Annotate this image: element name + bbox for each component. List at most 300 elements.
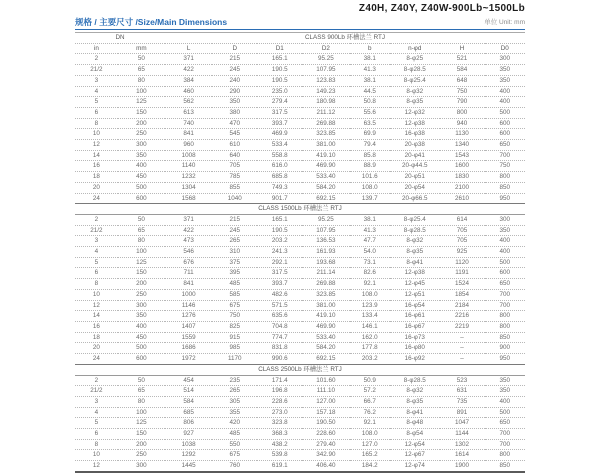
table-cell: 1191 xyxy=(440,268,485,279)
table-row xyxy=(75,236,525,247)
table-cell: 190.50 xyxy=(302,418,349,429)
table-cell: 8-φ25.4 xyxy=(390,214,440,225)
table-cell: 8 xyxy=(75,118,118,129)
table-cell: 850 xyxy=(485,332,526,343)
table-cell: 8-φ25.4 xyxy=(390,75,440,86)
table-cell: 400 xyxy=(485,86,526,97)
table-row xyxy=(75,332,525,343)
table-cell: 571.5 xyxy=(257,300,302,311)
table-cell: 95.25 xyxy=(302,54,349,65)
table-cell: 245 xyxy=(212,225,257,236)
table-row xyxy=(75,129,525,140)
table-cell: 20 xyxy=(75,343,118,354)
table-cell: 8-φ48 xyxy=(390,418,440,429)
table-row xyxy=(75,396,525,407)
table-cell: 855 xyxy=(212,182,257,193)
table-cell: 371 xyxy=(165,214,212,225)
table-cell: 419.10 xyxy=(302,150,349,161)
table-cell: 211.12 xyxy=(302,107,349,118)
table-cell: 950 xyxy=(485,193,526,204)
table-cell: 8-φ28.5 xyxy=(390,375,440,386)
table-cell: 125 xyxy=(118,97,165,108)
table-cell: 127.0 xyxy=(350,439,391,450)
table-cell: 12-φ38 xyxy=(390,268,440,279)
table-cell: 790 xyxy=(440,97,485,108)
table-row xyxy=(75,54,525,65)
table-cell: 1686 xyxy=(165,343,212,354)
table-cell: 38.1 xyxy=(350,54,391,65)
table-cell: 228.60 xyxy=(302,429,349,440)
table-cell: 514 xyxy=(165,386,212,397)
table-cell: 841 xyxy=(165,279,212,290)
table-row xyxy=(75,289,525,300)
table-cell: 990.6 xyxy=(257,354,302,365)
table-cell: 95.25 xyxy=(302,214,349,225)
table-row xyxy=(75,268,525,279)
table-row xyxy=(75,450,525,461)
column-header-cell: mm xyxy=(118,43,165,54)
table-cell: 1140 xyxy=(165,161,212,172)
table-cell: 584.20 xyxy=(302,182,349,193)
table-cell: 4 xyxy=(75,86,118,97)
table-cell: 375 xyxy=(212,257,257,268)
table-cell: 901.7 xyxy=(257,193,302,204)
column-header-cell: D xyxy=(212,43,257,54)
table-cell: 350 xyxy=(212,97,257,108)
table-cell: 5 xyxy=(75,418,118,429)
table-cell: 193.68 xyxy=(302,257,349,268)
table-cell: 925 xyxy=(440,247,485,258)
table-cell: 41.3 xyxy=(350,65,391,76)
table-cell: 8-φ28.5 xyxy=(390,225,440,236)
table-cell: 80 xyxy=(118,75,165,86)
table-cell: 1232 xyxy=(165,172,212,183)
table-cell: 562 xyxy=(165,97,212,108)
table-cell: 692.15 xyxy=(302,354,349,365)
table-cell: 111.10 xyxy=(302,386,349,397)
table-cell: 500 xyxy=(485,407,526,418)
table-cell: 8-φ41 xyxy=(390,407,440,418)
table-cell: 891 xyxy=(440,407,485,418)
table-cell: 533.4 xyxy=(257,140,302,151)
table-cell: 1854 xyxy=(440,289,485,300)
table-cell: 711 xyxy=(165,268,212,279)
table-cell: 700 xyxy=(485,439,526,450)
table-cell: 470 xyxy=(212,118,257,129)
table-cell: 6 xyxy=(75,268,118,279)
table-cell: 16-φ38 xyxy=(390,129,440,140)
column-header-cell: D1 xyxy=(257,43,302,54)
table-cell: 12 xyxy=(75,461,118,472)
table-cell: 240 xyxy=(212,75,257,86)
table-cell: 1407 xyxy=(165,321,212,332)
table-row xyxy=(75,140,525,151)
product-title: Z40H, Z40Y, Z40W-900Lb~1500Lb xyxy=(358,3,525,14)
table-cell: 584.20 xyxy=(302,343,349,354)
table-cell: 265 xyxy=(212,386,257,397)
table-cell: 8-φ32 xyxy=(390,386,440,397)
table-row xyxy=(75,247,525,258)
table-cell: 82.6 xyxy=(350,268,391,279)
table-cell: 92.1 xyxy=(350,418,391,429)
table-cell: 450 xyxy=(118,332,165,343)
table-cell: 8-φ25 xyxy=(390,54,440,65)
table-cell: 600 xyxy=(485,118,526,129)
table-cell: 774.7 xyxy=(257,332,302,343)
table-cell: 350 xyxy=(485,65,526,76)
table-cell: 177.8 xyxy=(350,343,391,354)
table-cell: 16-φ54 xyxy=(390,300,440,311)
table-cell: 785 xyxy=(212,172,257,183)
table-cell: 613 xyxy=(165,107,212,118)
table-cell: 241.3 xyxy=(257,247,302,258)
table-cell: 750 xyxy=(485,161,526,172)
table-cell: 12-φ67 xyxy=(390,450,440,461)
table-cell: 1304 xyxy=(165,182,212,193)
table-cell: 190.5 xyxy=(257,65,302,76)
table-cell: 800 xyxy=(485,172,526,183)
table-cell: 650 xyxy=(485,418,526,429)
table-row xyxy=(75,375,525,386)
table-cell: 235.0 xyxy=(257,86,302,97)
table-cell: 676 xyxy=(165,257,212,268)
dn-header-row xyxy=(75,33,525,44)
table-row xyxy=(75,257,525,268)
table-row xyxy=(75,439,525,450)
table-row xyxy=(75,193,525,204)
table-cell: 533.40 xyxy=(302,172,349,183)
table-cell: 16-φ92 xyxy=(390,354,440,365)
table-row xyxy=(75,354,525,365)
table-cell: 165.2 xyxy=(350,450,391,461)
table-cell: 20-φ51 xyxy=(390,172,440,183)
table-cell: 228.6 xyxy=(257,396,302,407)
table-cell: 100 xyxy=(118,247,165,258)
table-cell: 800 xyxy=(485,450,526,461)
table-row xyxy=(75,150,525,161)
table-row xyxy=(75,97,525,108)
table-cell: 675 xyxy=(212,450,257,461)
dimensions-table xyxy=(75,32,525,473)
table-cell: 12 xyxy=(75,140,118,151)
table-cell: 133.4 xyxy=(350,311,391,322)
table-row xyxy=(75,321,525,332)
table-cell: 1559 xyxy=(165,332,212,343)
table-cell: 8-φ54 xyxy=(390,429,440,440)
table-cell: 740 xyxy=(165,118,212,129)
table-cell: 469.90 xyxy=(302,161,349,172)
table-cell: 323.85 xyxy=(302,289,349,300)
table-cell: 1040 xyxy=(212,193,257,204)
table-cell: 619.1 xyxy=(257,461,302,472)
table-cell: 1445 xyxy=(165,461,212,472)
table-row xyxy=(75,172,525,183)
table-cell: 600 xyxy=(118,193,165,204)
table-cell: 125 xyxy=(118,418,165,429)
table-cell: 8-φ41 xyxy=(390,257,440,268)
table-cell: 1008 xyxy=(165,150,212,161)
table-cell: 215 xyxy=(212,54,257,65)
table-cell: 400 xyxy=(485,247,526,258)
table-cell: 705 xyxy=(212,161,257,172)
table-row xyxy=(75,461,525,472)
table-cell: 749.3 xyxy=(257,182,302,193)
table-cell: 21/2 xyxy=(75,386,118,397)
table-cell: 16-φ61 xyxy=(390,311,440,322)
table-cell: 317.5 xyxy=(257,268,302,279)
table-cell: 16-φ73 xyxy=(390,332,440,343)
table-cell: 12-φ74 xyxy=(390,461,440,472)
table-cell: 685.8 xyxy=(257,172,302,183)
table-cell: 20-φ38 xyxy=(390,140,440,151)
table-cell: 950 xyxy=(485,354,526,365)
table-cell: 12-φ38 xyxy=(390,118,440,129)
table-cell: 73.1 xyxy=(350,257,391,268)
table-row xyxy=(75,225,525,236)
table-cell: 200 xyxy=(118,439,165,450)
table-cell: 101.6 xyxy=(350,172,391,183)
table-cell: 38.1 xyxy=(350,75,391,86)
table-cell: 1292 xyxy=(165,450,212,461)
table-cell: 5 xyxy=(75,97,118,108)
table-cell: 76.2 xyxy=(350,407,391,418)
table-cell: 685 xyxy=(165,407,212,418)
table-cell: 279.40 xyxy=(302,439,349,450)
section-heading: 规格 / 主要尺寸 /Size/Main Dimensions xyxy=(75,17,228,27)
table-cell: 523 xyxy=(440,375,485,386)
table-cell: 279.4 xyxy=(257,97,302,108)
table-cell: 610 xyxy=(212,140,257,151)
table-cell: 203.2 xyxy=(350,354,391,365)
table-cell: 50.8 xyxy=(350,97,391,108)
column-header-cell: D0 xyxy=(485,43,526,54)
table-cell: 2 xyxy=(75,214,118,225)
table-cell: 2 xyxy=(75,54,118,65)
table-cell: 8 xyxy=(75,439,118,450)
table-cell: 1047 xyxy=(440,418,485,429)
table-cell: 350 xyxy=(485,386,526,397)
table-cell: 310 xyxy=(212,247,257,258)
table-cell: 54.0 xyxy=(350,247,391,258)
section-title-row xyxy=(75,364,525,375)
table-row xyxy=(75,86,525,97)
table-cell: 750 xyxy=(440,86,485,97)
table-cell: 20 xyxy=(75,182,118,193)
table-cell: 438.2 xyxy=(257,439,302,450)
table-cell: 180.98 xyxy=(302,97,349,108)
table-cell: 350 xyxy=(118,150,165,161)
table-cell: 675 xyxy=(212,300,257,311)
column-header-cell: L xyxy=(165,43,212,54)
table-cell: 614 xyxy=(440,214,485,225)
table-cell: 539.8 xyxy=(257,450,302,461)
table-cell: 300 xyxy=(485,54,526,65)
table-cell: 460 xyxy=(165,86,212,97)
table-cell: 16-φ80 xyxy=(390,343,440,354)
table-cell: 38.1 xyxy=(350,214,391,225)
table-cell: 150 xyxy=(118,429,165,440)
table-cell: 1600 xyxy=(440,161,485,172)
table-cell: 157.18 xyxy=(302,407,349,418)
table-cell: 24 xyxy=(75,193,118,204)
table-cell: 600 xyxy=(485,268,526,279)
table-cell: 92.1 xyxy=(350,279,391,290)
table-cell: 250 xyxy=(118,289,165,300)
table-cell: 1276 xyxy=(165,311,212,322)
table-cell: 12-φ51 xyxy=(390,289,440,300)
table-cell: 265 xyxy=(212,236,257,247)
table-cell: 850 xyxy=(485,461,526,472)
table-cell: 41.3 xyxy=(350,225,391,236)
table-cell: 44.5 xyxy=(350,86,391,97)
table-cell: 108.0 xyxy=(350,289,391,300)
table-cell: 650 xyxy=(485,140,526,151)
table-cell: 940 xyxy=(440,118,485,129)
table-cell: 6 xyxy=(75,107,118,118)
table-cell: 146.1 xyxy=(350,321,391,332)
table-cell: 482.6 xyxy=(257,289,302,300)
table-cell: 65 xyxy=(118,225,165,236)
table-cell: 65 xyxy=(118,386,165,397)
table-cell: 584 xyxy=(440,65,485,76)
table-cell: 381.00 xyxy=(302,140,349,151)
table-cell: 50 xyxy=(118,214,165,225)
table-cell: 800 xyxy=(485,321,526,332)
table-cell: 500 xyxy=(118,182,165,193)
table-cell: 20-φ44.5 xyxy=(390,161,440,172)
table-cell: – xyxy=(440,354,485,365)
table-cell: 14 xyxy=(75,311,118,322)
column-header-cell: H xyxy=(440,43,485,54)
table-cell: 161.93 xyxy=(302,247,349,258)
table-cell: 203.2 xyxy=(257,236,302,247)
section-title: CLASS 900Lb 环槽法兰 RTJ xyxy=(165,33,525,44)
table-cell: 107.95 xyxy=(302,65,349,76)
table-cell: 350 xyxy=(118,311,165,322)
table-cell: 355 xyxy=(212,407,257,418)
table-cell: 400 xyxy=(485,396,526,407)
table-cell: 162.0 xyxy=(350,332,391,343)
table-cell: 600 xyxy=(118,354,165,365)
table-row xyxy=(75,182,525,193)
table-cell: 323.8 xyxy=(257,418,302,429)
table-cell: 841 xyxy=(165,129,212,140)
table-cell: 300 xyxy=(485,214,526,225)
table-cell: 50 xyxy=(118,375,165,386)
table-cell: 825 xyxy=(212,321,257,332)
table-cell: 631 xyxy=(440,386,485,397)
table-cell: 1038 xyxy=(165,439,212,450)
table-cell: 381.00 xyxy=(302,300,349,311)
table-cell: 2610 xyxy=(440,193,485,204)
table-cell: 190.5 xyxy=(257,225,302,236)
table-cell: 6 xyxy=(75,429,118,440)
table-row xyxy=(75,161,525,172)
table-row xyxy=(75,75,525,86)
table-cell: 190.5 xyxy=(257,75,302,86)
table-cell: 2219 xyxy=(440,321,485,332)
table-cell: 750 xyxy=(212,311,257,322)
table-cell: 806 xyxy=(165,418,212,429)
table-cell: 650 xyxy=(485,279,526,290)
table-cell: 450 xyxy=(118,172,165,183)
table-cell: 125 xyxy=(118,257,165,268)
table-cell: 65 xyxy=(118,65,165,76)
table-cell: 640 xyxy=(212,150,257,161)
table-cell: 422 xyxy=(165,225,212,236)
section-heading-bar xyxy=(75,17,525,30)
table-cell: 69.9 xyxy=(350,129,391,140)
table-cell: 16-φ67 xyxy=(390,321,440,332)
table-cell: 123.83 xyxy=(302,75,349,86)
table-cell: 1170 xyxy=(212,354,257,365)
table-cell: 584 xyxy=(165,396,212,407)
column-header-cell: in xyxy=(75,43,118,54)
table-cell: 200 xyxy=(118,118,165,129)
table-cell: 705 xyxy=(440,236,485,247)
table-cell: 850 xyxy=(485,182,526,193)
table-cell: 985 xyxy=(212,343,257,354)
table-cell: 50.9 xyxy=(350,375,391,386)
table-cell: 1144 xyxy=(440,429,485,440)
table-cell: 100 xyxy=(118,86,165,97)
table-cell: 12-φ54 xyxy=(390,439,440,450)
section-title: CLASS 1500Lb 环槽法兰 RTJ xyxy=(75,204,525,215)
table-cell: 139.7 xyxy=(350,193,391,204)
table-cell: 1614 xyxy=(440,450,485,461)
section-title: CLASS 2500Lb 环槽法兰 RTJ xyxy=(75,364,525,375)
table-cell: 8-φ35 xyxy=(390,396,440,407)
table-cell: 80 xyxy=(118,396,165,407)
table-cell: 300 xyxy=(118,461,165,472)
table-row xyxy=(75,65,525,76)
table-cell: 50 xyxy=(118,54,165,65)
table-cell: 8-φ28.5 xyxy=(390,65,440,76)
table-cell: 20-φ41 xyxy=(390,150,440,161)
table-cell: 107.95 xyxy=(302,225,349,236)
table-cell: 21/2 xyxy=(75,225,118,236)
table-cell: 500 xyxy=(485,257,526,268)
table-cell: 1340 xyxy=(440,140,485,151)
table-cell: 10 xyxy=(75,129,118,140)
table-cell: 290 xyxy=(212,86,257,97)
table-cell: 165.1 xyxy=(257,214,302,225)
table-cell: 469.90 xyxy=(302,321,349,332)
table-cell: 4 xyxy=(75,407,118,418)
table-cell: 8-φ32 xyxy=(390,86,440,97)
table-cell: 269.88 xyxy=(302,118,349,129)
table-cell: 454 xyxy=(165,375,212,386)
table-cell: 350 xyxy=(485,225,526,236)
section-title-row xyxy=(75,204,525,215)
table-cell: 1568 xyxy=(165,193,212,204)
table-cell: 4 xyxy=(75,247,118,258)
table-cell: 12 xyxy=(75,300,118,311)
table-cell: 245 xyxy=(212,65,257,76)
table-cell: 273.0 xyxy=(257,407,302,418)
table-cell: 196.8 xyxy=(257,386,302,397)
table-cell: 149.23 xyxy=(302,86,349,97)
table-cell: 184.2 xyxy=(350,461,391,472)
column-header-cell: D2 xyxy=(302,43,349,54)
table-cell: 12-φ45 xyxy=(390,279,440,290)
table-cell: 88.9 xyxy=(350,161,391,172)
table-cell: 250 xyxy=(118,129,165,140)
table-cell: 269.88 xyxy=(302,279,349,290)
table-cell: 1524 xyxy=(440,279,485,290)
table-cell: 371 xyxy=(165,54,212,65)
table-cell: 760 xyxy=(212,461,257,472)
